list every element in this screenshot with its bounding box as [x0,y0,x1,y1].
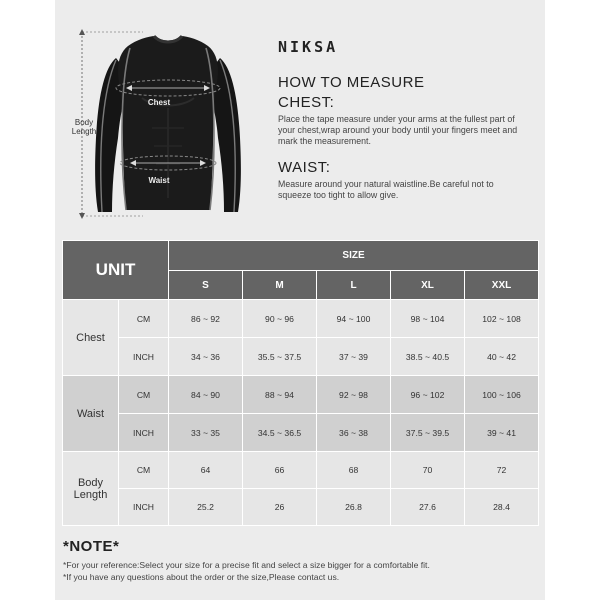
waist-figure-label: Waist [148,176,170,185]
row-label-body-length [63,452,119,526]
value-cell: 38.5 ~ 40.5 [391,338,465,376]
value-cell: 37 ~ 39 [317,338,391,376]
unit-cell: INCH [119,489,169,526]
size-s: S [169,271,243,300]
value-cell: 33 ~ 35 [169,414,243,452]
value-cell: 37.5 ~ 39.5 [391,414,465,452]
value-cell: 26 [243,489,317,526]
note-title: *NOTE* [63,538,120,555]
value-cell: 94 ~ 100 [317,300,391,338]
value-cell: 86 ~ 92 [169,300,243,338]
value-cell: 40 ~ 42 [465,338,539,376]
value-cell: 35.5 ~ 37.5 [243,338,317,376]
body-length-label-line1: Body [74,118,94,127]
value-cell: 34 ~ 36 [169,338,243,376]
size-m: M [243,271,317,300]
value-cell: 100 ~ 106 [465,376,539,414]
body-length-label-line2: Length [71,127,97,136]
value-cell: 88 ~ 94 [243,376,317,414]
value-cell: 70 [391,452,465,489]
note-line-2: *If you have any questions about the order or the size,Please contact us. [63,572,340,582]
value-cell: 28.4 [465,489,539,526]
value-cell: 25.2 [169,489,243,526]
waist-heading: WAIST: [278,159,331,176]
value-cell: 27.6 [391,489,465,526]
value-cell: 84 ~ 90 [169,376,243,414]
how-to-measure-heading: HOW TO MEASURE [278,74,425,91]
value-cell: 68 [317,452,391,489]
brand-logo: NIKSA [278,38,339,56]
value-cell: 34.5 ~ 36.5 [243,414,317,452]
value-cell: 66 [243,452,317,489]
value-cell: 72 [465,452,539,489]
value-cell: 92 ~ 98 [317,376,391,414]
value-cell: 39 ~ 41 [465,414,539,452]
value-cell: 102 ~ 108 [465,300,539,338]
value-cell: 98 ~ 104 [391,300,465,338]
size-chart-table [62,240,539,526]
row-label-waist: Waist [63,376,119,452]
chest-figure-label: Chest [147,98,171,107]
unit-cell: INCH [119,414,169,452]
value-cell: 90 ~ 96 [243,300,317,338]
row-label-body: Body [77,476,104,489]
unit-cell: INCH [119,338,169,376]
value-cell: 96 ~ 102 [391,376,465,414]
size-l: L [317,271,391,300]
unit-header: UNIT [63,241,169,300]
value-cell: 64 [169,452,243,489]
waist-instructions: Measure around your natural waistline.Be careful not to squeeze too tight to allow give. [278,179,494,200]
unit-cell: CM [119,452,169,489]
size-header: SIZE [169,241,539,271]
unit-cell: CM [119,300,169,338]
size-xxl: XXL [465,271,539,300]
row-label-chest: Chest [63,300,119,376]
value-cell: 36 ~ 38 [317,414,391,452]
value-cell: 26.8 [317,489,391,526]
note-line-1: *For your reference:Select your size for a precise fit and select a size bigger for a comfortable fit. [63,560,430,570]
unit-cell: CM [119,376,169,414]
row-label-length: Length [73,488,108,501]
chest-heading: CHEST: [278,94,335,111]
chest-instructions: Place the tape measure under your arms at the fullest part of your chest,wrap around your body until your fingers meet and mark the measurement. [278,114,518,146]
size-xl: XL [391,271,465,300]
